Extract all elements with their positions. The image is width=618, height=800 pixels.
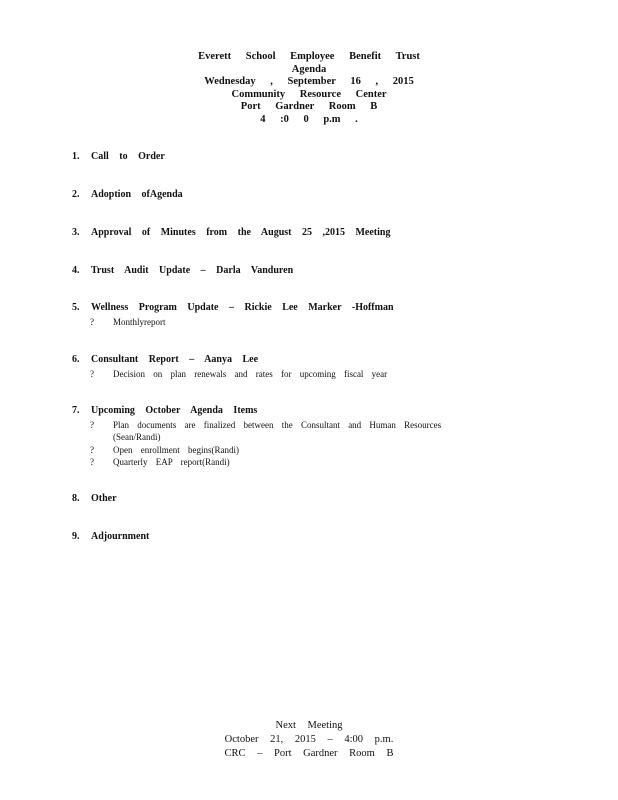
agenda-header bbox=[0, 51, 618, 127]
item-number: 7. bbox=[72, 405, 80, 416]
sub-item-text: Plan documents are finalized between the Consultant and Human Resources (Sean/Randi) bbox=[113, 420, 442, 442]
item-title: Upcoming October Agenda Items bbox=[91, 405, 258, 416]
bullet-glyph: ? bbox=[90, 317, 94, 327]
next-meeting-footer bbox=[0, 719, 618, 761]
item-number: 4. bbox=[72, 265, 80, 276]
next-meeting-location: CRC – Port Gardner Room B bbox=[224, 748, 394, 759]
meeting-room: Port Gardner Room B bbox=[240, 101, 378, 113]
next-meeting-date: October 21, 2015 – 4:00 p.m. bbox=[224, 734, 394, 745]
item-number: 6. bbox=[72, 354, 80, 365]
item-title: Adoption ofAgenda bbox=[91, 189, 183, 200]
sub-item-text: Quarterly EAP report(Randi) bbox=[113, 457, 230, 467]
item-number: 8. bbox=[72, 493, 80, 504]
item-number: 2. bbox=[72, 189, 80, 200]
meeting-venue: Community Resource Center bbox=[231, 88, 387, 100]
item-title: Approval of Minutes from the August 25 ,2015 Meeting bbox=[91, 227, 391, 238]
meeting-date: Wednesday , September 16 , 2015 bbox=[204, 76, 414, 88]
next-meeting-heading: Next Meeting bbox=[275, 720, 343, 731]
sub-item-text: Open enrollment begins(Randi) bbox=[113, 445, 239, 455]
item-title: Call to Order bbox=[91, 151, 165, 162]
sub-item-text: Monthlyreport bbox=[113, 317, 166, 327]
item-title: Trust Audit Update – Darla Vanduren bbox=[91, 265, 294, 276]
item-title: Wellness Program Update – Rickie Lee Marker -Hoffman bbox=[91, 302, 394, 313]
item-title: Consultant Report – Aanya Lee bbox=[91, 354, 259, 365]
sub-item-text: Decision on plan renewals and rates for upcoming fiscal year bbox=[113, 369, 388, 379]
bullet-glyph: ? bbox=[90, 445, 94, 455]
item-number: 9. bbox=[72, 531, 80, 542]
bullet-glyph: ? bbox=[90, 457, 94, 467]
item-title: Adjournment bbox=[91, 531, 150, 542]
item-title: Other bbox=[91, 493, 117, 504]
meeting-time: 4 :0 0 p.m . bbox=[260, 113, 358, 125]
item-number: 5. bbox=[72, 302, 80, 313]
bullet-glyph: ? bbox=[90, 369, 94, 379]
item-number: 3. bbox=[72, 227, 80, 238]
item-number: 1. bbox=[72, 151, 80, 162]
organization-title: Everett School Employee Benefit Trust bbox=[198, 51, 420, 62]
bullet-glyph: ? bbox=[90, 420, 94, 430]
document-title: Agenda bbox=[291, 63, 327, 75]
